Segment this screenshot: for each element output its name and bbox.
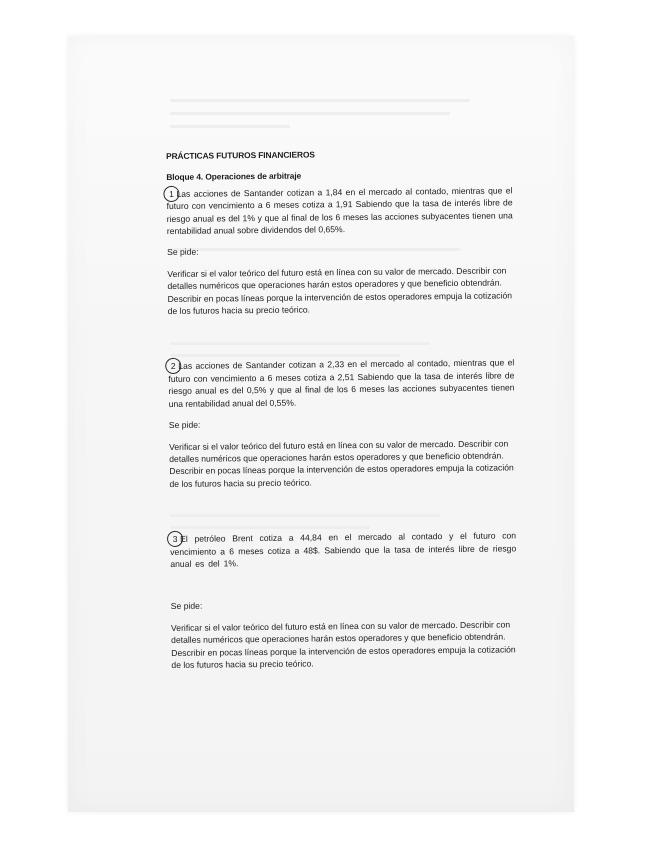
- exercise-1: [166, 184, 513, 317]
- bleed-through-mark: [170, 125, 290, 128]
- document-content: [166, 146, 517, 671]
- circled-number: 3: [170, 533, 180, 546]
- exercise-3: [170, 529, 517, 671]
- exercise-text: Las acciones de Santander cotizan a 2,33 en el mercado al contado, mientras que el futuro con vencimiento a 6 meses cotiza a 2,51 Sabiendo que la tasa de interés libre de riesgo anual es del 0,5% y que al final de los 6 meses las acciones subyacentes tienen una rentabilidad anual del 0,55%.: [168, 357, 515, 409]
- exercise-statement: [168, 357, 515, 410]
- exercise-text: El petróleo Brent cotiza a 44,84 en el mercado al contado y el futuro con vencimiento a 6 meses cotiza a 48$. Sabiendo que la tasa de interés libre de riesgo anual es del 1%.: [170, 530, 517, 569]
- exercise-2: [168, 357, 515, 490]
- block-title: Bloque 4. Operaciones de arbitraje: [166, 170, 302, 183]
- exercise-task: Verificar si el valor teórico del futuro está en línea con su valor de mercado. Describir con detalles numéricos que operaciones harán estos operadores y que beneficio obtendrán. Describir en pocas líneas porque la intervención de estos operadores empuja la cotización de los futuros hacia su precio teórico.: [169, 437, 514, 489]
- exercise-text: Las acciones de Santander cotizan a 1,84 en el mercado al contado, mientras que el futuro con vencimiento a 6 meses cotiza a 1,91 Sabiendo que la tasa de interés libre de riesgo anual es del 1% y que al final de los 6 meses las acciones subyacentes tienen una rentabilidad anual sobre dividendos del 0,65%.: [166, 185, 513, 237]
- se-pide-label: Se pide:: [170, 600, 203, 612]
- bleed-through-mark: [170, 99, 470, 102]
- bleed-through-mark: [170, 112, 450, 115]
- se-pide-label: Se pide:: [167, 247, 199, 258]
- exercise-statement: [166, 184, 513, 237]
- document-title: PRÁCTICAS FUTUROS FINANCIEROS: [166, 149, 315, 161]
- se-pide-label: Se pide:: [168, 419, 201, 431]
- circled-number: 2: [168, 360, 178, 373]
- exercise-task: Verificar si el valor teórico del futuro está en línea con su valor de mercado. Describir con detalles numéricos que operaciones harán estos operadores y que beneficio obtendrán. Describir en pocas líneas porque la intervención de estos operadores empuja la cotización de los futuros hacia su precio teórico.: [170, 619, 516, 670]
- circled-number: 1: [166, 188, 176, 201]
- exercise-task: Verificar si el valor teórico del futuro está en línea con su valor de mercado. Describir con detalles numéricos que operaciones harán estos operadores y que beneficio obtendrán. Describir en pocas líneas porque la intervención de estos operadores empuja la cotización de los futuros hacia su precio teórico.: [167, 265, 513, 317]
- exercise-statement: [170, 529, 516, 570]
